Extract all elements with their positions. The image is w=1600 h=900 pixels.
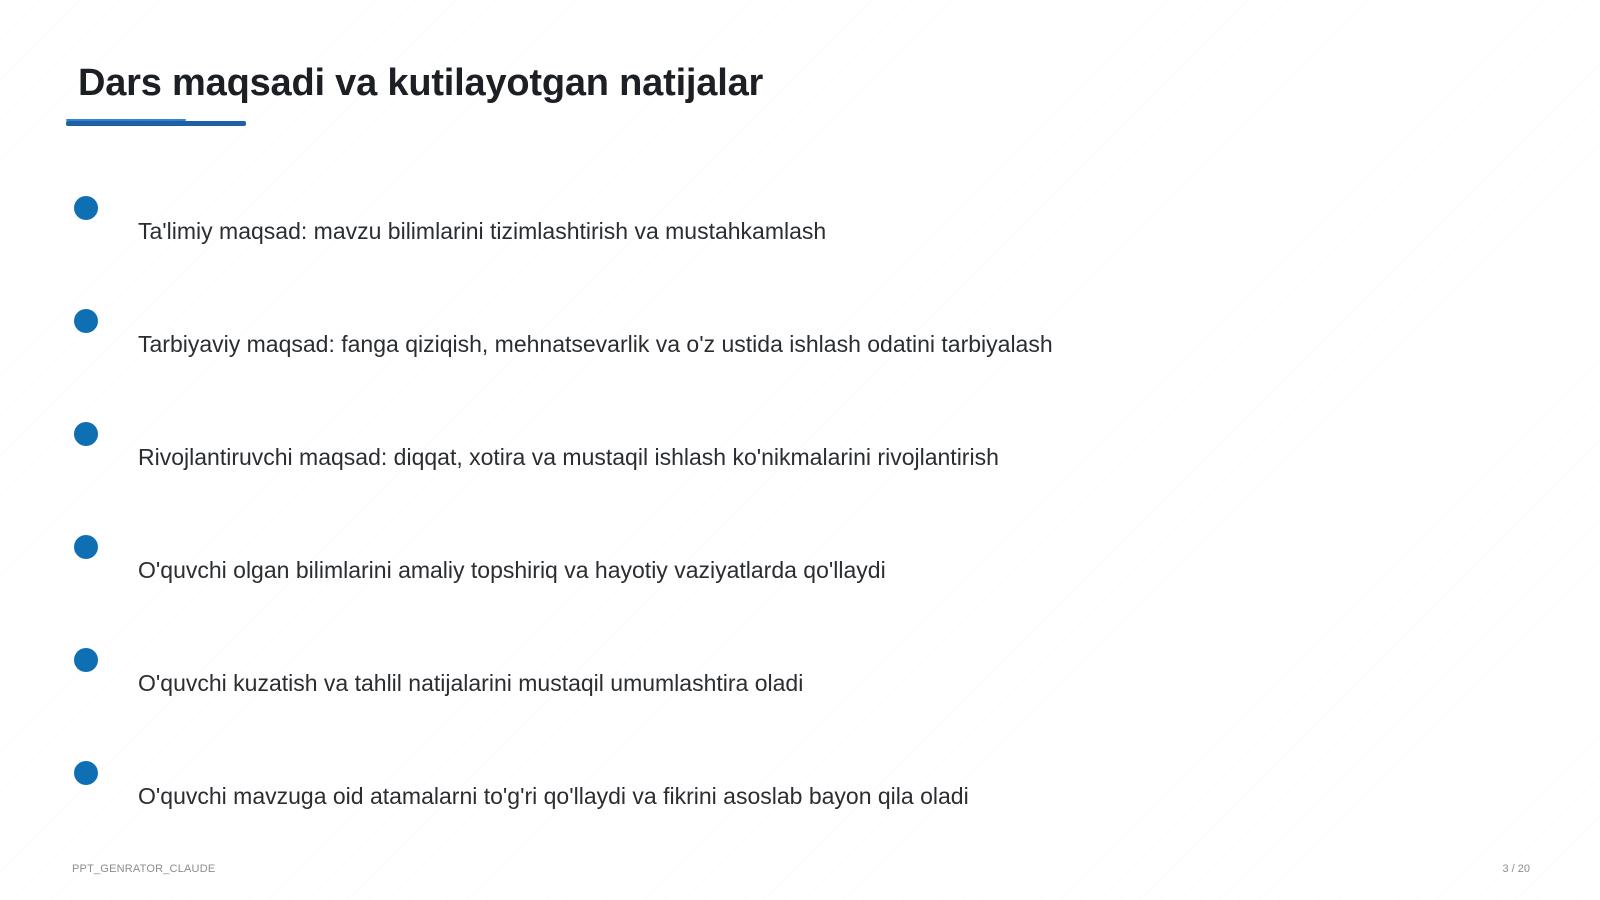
page-indicator: 3 / 20 — [1502, 863, 1530, 875]
bullet-text: Tarbiyaviy maqsad: fanga qiziqish, mehnatsevarlik va o'z ustida ishlash odatini tarbiyalash — [138, 331, 1053, 357]
bullet-dot-icon — [74, 648, 98, 672]
list-item — [74, 535, 1474, 595]
footer-brand: PPT_GENRATOR_CLAUDE — [72, 863, 216, 875]
list-item — [74, 309, 1474, 369]
bullet-dot-icon — [74, 196, 98, 220]
bullet-text: O'quvchi olgan bilimlarini amaliy topshiriq va hayotiy vaziyatlarda qo'llaydi — [138, 557, 886, 583]
list-item — [74, 422, 1474, 482]
bullet-dot-icon — [74, 535, 98, 559]
slide-title: Dars maqsadi va kutilayotgan natijalar — [78, 62, 764, 104]
list-item — [74, 761, 1474, 821]
list-item — [74, 196, 1474, 256]
bullet-text: Rivojlantiruvchi maqsad: diqqat, xotira va mustaqil ishlash ko'nikmalarini rivojlantirish — [138, 444, 999, 470]
list-item — [74, 648, 1474, 708]
bullet-text: O'quvchi mavzuga oid atamalarni to'g'ri qo'llaydi va fikrini asoslab bayon qila oladi — [138, 783, 969, 809]
bullet-dot-icon — [74, 761, 98, 785]
bullet-text: O'quvchi kuzatish va tahlil natijalarini mustaqil umumlashtira oladi — [138, 670, 804, 696]
bullet-text: Ta'limiy maqsad: mavzu bilimlarini tizimlashtirish va mustahkamlash — [138, 218, 827, 244]
bullet-dot-icon — [74, 422, 98, 446]
bullet-dot-icon — [74, 309, 98, 333]
